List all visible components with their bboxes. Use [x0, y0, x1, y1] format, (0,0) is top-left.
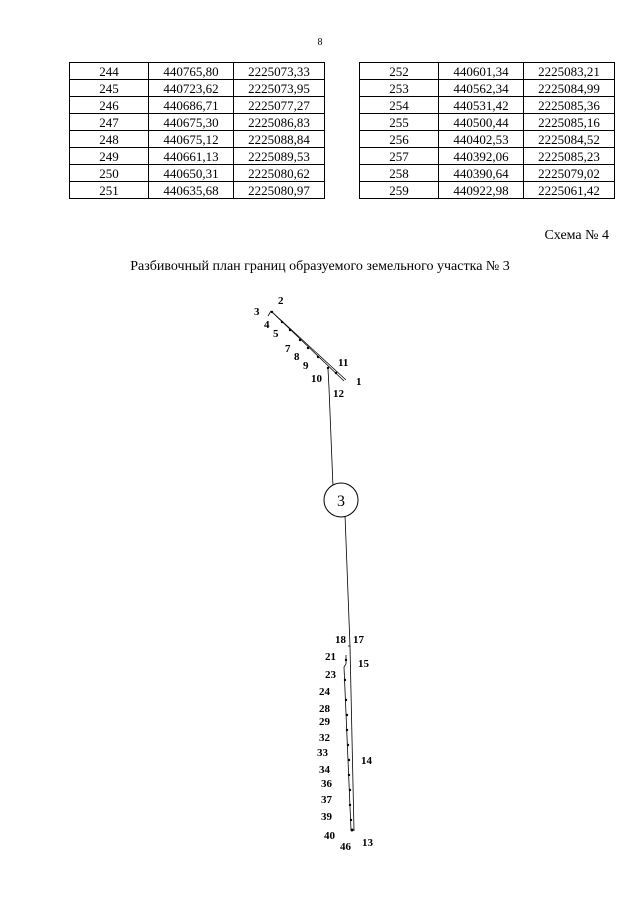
point-number-cell: 244 [70, 63, 149, 80]
point-label: 40 [324, 830, 335, 842]
point-labels [254, 295, 374, 853]
point-label: 5 [273, 328, 279, 340]
y-coordinate-cell: 2225080,97 [234, 182, 325, 199]
point-number-cell: 250 [70, 165, 149, 182]
point-label: 17 [353, 634, 364, 646]
point-label: 29 [319, 716, 330, 728]
point-number-cell: 255 [360, 114, 439, 131]
x-coordinate-cell: 440675,12 [149, 131, 234, 148]
point-label: 1 [356, 376, 362, 388]
x-coordinate-cell: 440675,30 [149, 114, 234, 131]
point-label: 4 [264, 319, 270, 331]
point-number-cell: 245 [70, 80, 149, 97]
point-label: 9 [303, 360, 309, 372]
y-coordinate-cell: 2225080,62 [234, 165, 325, 182]
point-label: 21 [325, 651, 336, 663]
x-coordinate-cell: 440402,53 [439, 131, 524, 148]
point-number-cell: 254 [360, 97, 439, 114]
plan-title: Разбивочный план границ образуемого земельного участка № 3 [130, 259, 510, 274]
x-coordinate-cell: 440650,31 [149, 165, 234, 182]
x-coordinate-cell: 440765,80 [149, 63, 234, 80]
point-label: 39 [321, 811, 332, 823]
y-coordinate-cell: 2225089,53 [234, 148, 325, 165]
scheme-label: Схема № 4 [544, 228, 609, 243]
x-coordinate-cell: 440661,13 [149, 148, 234, 165]
y-coordinate-cell: 2225084,52 [524, 131, 615, 148]
point-number-cell: 258 [360, 165, 439, 182]
y-coordinate-cell: 2225077,27 [234, 97, 325, 114]
point-label: 7 [285, 343, 291, 355]
point-number-cell: 246 [70, 97, 149, 114]
x-coordinate-cell: 440686,71 [149, 97, 234, 114]
y-coordinate-cell: 2225061,42 [524, 182, 615, 199]
point-label: 18 [335, 634, 346, 646]
y-coordinate-cell: 2225086,83 [234, 114, 325, 131]
point-label: 36 [321, 778, 332, 790]
point-label: 10 [311, 373, 322, 385]
point-number-cell: 257 [360, 148, 439, 165]
point-label: 14 [361, 755, 372, 767]
plot-number: 3 [337, 493, 345, 510]
main-boundary-lines [344, 515, 354, 831]
y-coordinate-cell: 2225085,16 [524, 114, 615, 131]
point-label: 33 [317, 747, 328, 759]
point-label: 13 [362, 837, 373, 849]
point-number-cell: 247 [70, 114, 149, 131]
x-coordinate-cell: 440922,98 [439, 182, 524, 199]
page-number: 8 [317, 37, 323, 48]
point-number-cell: 252 [360, 63, 439, 80]
y-coordinate-cell: 2225073,33 [234, 63, 325, 80]
point-number-cell: 249 [70, 148, 149, 165]
point-label: 23 [325, 669, 336, 681]
point-label: 46 [340, 841, 351, 853]
x-coordinate-cell: 440601,34 [439, 63, 524, 80]
x-coordinate-cell: 440635,68 [149, 182, 234, 199]
y-coordinate-cell: 2225073,95 [234, 80, 325, 97]
point-number-cell: 256 [360, 131, 439, 148]
y-coordinate-cell: 2225084,99 [524, 80, 615, 97]
point-number-cell: 248 [70, 131, 149, 148]
x-coordinate-cell: 440390,64 [439, 165, 524, 182]
point-label: 2 [278, 295, 284, 307]
x-coordinate-cell: 440531,42 [439, 97, 524, 114]
point-label: 15 [358, 658, 369, 670]
point-label: 8 [294, 351, 300, 363]
point-label: 37 [321, 794, 332, 806]
point-label: 32 [319, 732, 330, 744]
x-coordinate-cell: 440392,06 [439, 148, 524, 165]
y-coordinate-cell: 2225085,23 [524, 148, 615, 165]
x-coordinate-cell: 440723,62 [149, 80, 234, 97]
point-label: 12 [333, 388, 344, 400]
point-label: 11 [338, 357, 349, 369]
point-label: 3 [254, 306, 260, 318]
point-label: 34 [319, 764, 330, 776]
point-number-cell: 259 [360, 182, 439, 199]
y-coordinate-cell: 2225083,21 [524, 63, 615, 80]
x-coordinate-cell: 440562,34 [439, 80, 524, 97]
point-number-cell: 251 [70, 182, 149, 199]
x-coordinate-cell: 440500,44 [439, 114, 524, 131]
point-label: 28 [319, 703, 330, 715]
point-number-cell: 253 [360, 80, 439, 97]
y-coordinate-cell: 2225079,02 [524, 165, 615, 182]
y-coordinate-cell: 2225085,36 [524, 97, 615, 114]
point-label: 24 [319, 686, 330, 698]
y-coordinate-cell: 2225088,84 [234, 131, 325, 148]
